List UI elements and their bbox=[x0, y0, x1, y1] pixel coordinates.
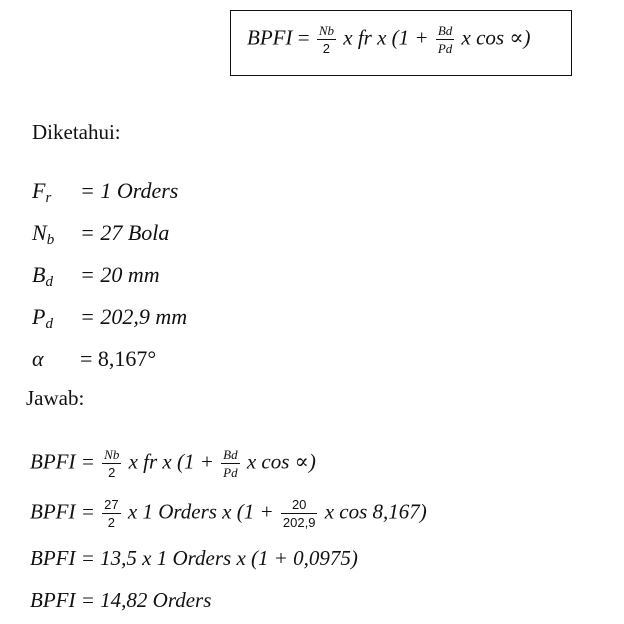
formula-frac1-num: Nb bbox=[318, 23, 334, 38]
calc2-frac1-num: 27 bbox=[104, 497, 119, 512]
given-heading: Diketahui: bbox=[32, 120, 121, 144]
formula-frac1-den: 2 bbox=[317, 39, 336, 55]
calc1-frac2-den: Pd bbox=[223, 465, 238, 480]
calc1-fraction-bd-pd bbox=[221, 448, 239, 479]
calc2-part-a: x 1 Orders x (1 + bbox=[127, 499, 274, 524]
calc2-fraction-27-2 bbox=[102, 498, 120, 529]
given-symbol: $P_d$ bbox=[32, 304, 53, 332]
given-value: = 8,167° bbox=[80, 346, 157, 371]
given-symbol: $F_r$ bbox=[32, 178, 52, 206]
calc-line-2 bbox=[30, 498, 427, 529]
formula-fraction-bd-pd bbox=[436, 24, 454, 55]
formula-frac2-den: Pd bbox=[437, 41, 453, 56]
calc1-fraction-nb-2 bbox=[102, 448, 121, 479]
given-value: = 202,9 mm bbox=[80, 304, 188, 329]
given-symbol: $N_b$ bbox=[32, 220, 55, 248]
given-symbol: $B_d$ bbox=[32, 262, 53, 290]
calc1-part-a: x fr x (1 + bbox=[128, 449, 214, 474]
answer-heading: Jawab: bbox=[26, 386, 85, 410]
calc-line-3: BPFI = 13,5 x 1 Orders x (1 + 0,0975) bbox=[30, 546, 358, 570]
given-value: = 20 mm bbox=[80, 262, 160, 287]
calc1-frac1-den: 2 bbox=[102, 463, 121, 479]
calc1-frac1-num: Nb bbox=[104, 447, 120, 462]
formula-lhs: BPFI bbox=[247, 25, 293, 50]
formula-box bbox=[230, 10, 572, 76]
calc1-part-b: x cos ∝) bbox=[246, 449, 316, 474]
calc2-lhs: BPFI = bbox=[30, 499, 95, 524]
formula-fraction-nb-2 bbox=[317, 24, 336, 55]
given-value: = 1 Orders bbox=[80, 178, 179, 203]
calc-line-4: BPFI = 14,82 Orders bbox=[30, 588, 212, 612]
formula-part-b: x cos ∝) bbox=[461, 25, 531, 50]
calc2-frac1-den: 2 bbox=[102, 513, 120, 529]
given-symbol: α bbox=[32, 346, 44, 371]
formula-part-a: x fr x (1 + bbox=[343, 25, 429, 50]
formula-frac2-num: Bd bbox=[437, 23, 453, 38]
calc-line-1 bbox=[30, 448, 316, 479]
calc2-fraction-20-2029 bbox=[281, 498, 318, 529]
calc1-lhs: BPFI = bbox=[30, 449, 95, 474]
formula-equals: = bbox=[297, 25, 310, 50]
calc2-frac2-den: 202,9 bbox=[282, 515, 316, 530]
calc2-frac2-num: 20 bbox=[291, 497, 307, 512]
calc2-part-b: x cos 8,167) bbox=[324, 499, 427, 524]
bpfi-formula bbox=[247, 24, 531, 55]
given-value: = 27 Bola bbox=[80, 220, 170, 245]
calc1-frac2-num: Bd bbox=[223, 447, 238, 462]
